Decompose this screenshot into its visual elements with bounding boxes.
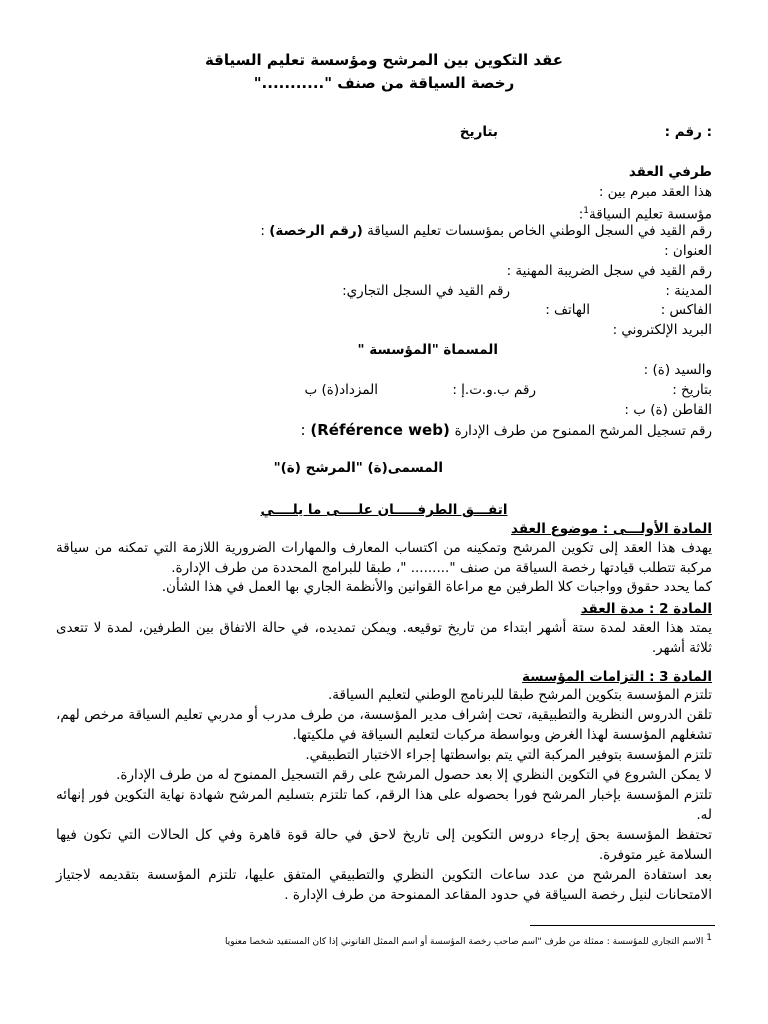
article-1-paragraph-2: كما يحدد حقوق وواجبات كلا الطرفين مع مراعاة القوانين والأنظمة الجاري بها العمل في هذا الشأن. <box>161 579 712 595</box>
fax-field: الفاكس : <box>660 302 712 318</box>
address-field: العنوان : <box>664 243 712 259</box>
resident-field: القاطن (ة) ب : <box>624 402 712 418</box>
article-2-title: المادة 2 : مدة العقد <box>580 601 712 617</box>
agreement-heading: اتفـــق الطرفـــــان علــــى ما يلــــي <box>260 502 508 518</box>
article-3-paragraph-6: تحتفظ المؤسسة بحق إرجاء دروس التكوين إلى تاريخ لاحق في حالة قوة قاهرة وفي كل الحالات التي تكون فيها السلامة غير متوفرة. <box>56 827 712 863</box>
institution-label: مؤسسة تعليم السياقة <box>589 206 712 223</box>
institution-called: المسماة "المؤسسة " <box>357 342 498 358</box>
article-3-paragraph-5: تلتزم المؤسسة بإخبار المرشح فورا بحصوله على هذا الرقم، كما تلتزم بتسليم المرشح شهادة نهاية التكوين فور إنهائه له. <box>56 787 712 823</box>
registration-label: رقم تسجيل المرشح الممنوح من طرف الإدارة <box>454 423 712 439</box>
registry-field: رقم القيد في السجل الوطني الخاص بمؤسسات تعليم السياقة (رقم الرخصة) : <box>260 223 712 239</box>
footnote-text: الاسم التجاري للمؤسسة : ممثلة من طرف "اسم صاحب رخصة المؤسسة أو اسم الممثل القانوني إذا كان المستفيد شخصا معنويا <box>225 937 704 947</box>
article-1-title: المادة الأولـــى : موضوع العقد <box>511 521 712 537</box>
candidate-called: المسمى(ة) "المرشح (ة)" <box>273 460 443 476</box>
contract-date-label: بتاريخ <box>459 124 498 140</box>
footnote-mark: 1 <box>706 933 712 943</box>
email-field: البريد الإلكتروني : <box>612 322 712 338</box>
on-date-field: بتاريخ : <box>672 382 712 398</box>
born-in-field: المزداد(ة) ب <box>304 382 378 398</box>
license-number-label: (رقم الرخصة) <box>269 223 363 239</box>
footnote <box>225 932 712 948</box>
institution-field: مؤسسة تعليم السياقة$^1$: <box>578 206 712 223</box>
parties-heading: طرفي العقد <box>628 164 712 180</box>
registration-field: رقم تسجيل المرشح الممنوح من طرف الإدارة (Référence web) : <box>300 421 712 439</box>
article-3-paragraph-3: تلتزم المؤسسة بتوفير المركبة التي يتم بواسطتها إجراء الاختبار التطبيقي. <box>305 747 712 763</box>
mr-field: والسيد (ة) : <box>643 362 712 378</box>
commercial-registry-field: رقم القيد في السجل التجاري: <box>342 283 510 299</box>
tax-registry-field: رقم القيد في سجل الضريبة المهنية : <box>506 263 712 279</box>
article-1-paragraph-1: يهدف هذا العقد إلى تكوين المرشح وتمكينه من اكتساب المعارف والمهارات الضرورية اللازمة التي تمكنه من سياقة مركبة تتطلب قيادتها رخصة السياقة من صنف "......... "، طبقا للبرامج المحددة من طرف الإدارة. <box>56 540 712 576</box>
license-category-title: رخصة السياقة من صنف "..........." <box>253 74 515 92</box>
contract-between: هذا العقد مبرم بين : <box>598 184 712 200</box>
contract-number-label: : رقم : <box>664 124 712 140</box>
footnote-separator <box>530 925 715 926</box>
id-number-field: رقم ب.و.ت.إ : <box>452 382 536 398</box>
article-3-paragraph-2: تلقن الدروس النظرية والتطبيقية، تحت إشراف مدير المؤسسة، من طرف مدرب أو مدربي تعليم السياقة مرخص لهم، تشغلهم المؤسسة لهذا الغرض وبواسطة مركبات لتعليم السياقة في ملكيتها. <box>56 707 712 743</box>
article-3-paragraph-7: بعد استفادة المرشح من عدد ساعات التكوين النظري والتطبيقي المتفق عليها، تلتزم المؤسسة بتقديمه لاجتياز الامتحانات لنيل رخصة السياقة في حدود المقاعد الممنوحة من طرف الإدارة . <box>56 867 712 903</box>
article-3-paragraph-4: لا يمكن الشروع في التكوين النظري إلا بعد حصول المرشح على رقم التسجيل الممنوح له من طرف الإدارة. <box>116 767 712 783</box>
contract-title: عقد التكوين بين المرشح ومؤسسة تعليم السياقة <box>204 51 564 69</box>
article-3-title: المادة 3 : التزامات المؤسسة <box>522 669 712 685</box>
article-2-paragraph-1: يمتد هذا العقد لمدة ستة أشهر ابتداء من تاريخ توقيعه. ويمكن تمديده، في حالة الاتفاق بين الطرفين، لمدة لا تتعدى ثلاثة أشهر. <box>56 620 712 656</box>
city-field: المدينة : <box>665 283 712 299</box>
registry-label: رقم القيد في السجل الوطني الخاص بمؤسسات تعليم السياقة <box>367 223 712 239</box>
article-3-paragraph-1: تلتزم المؤسسة بتكوين المرشح طبقا للبرنامج الوطني لتعليم السياقة. <box>327 687 712 703</box>
footnote-ref: 1 <box>583 206 590 216</box>
web-reference-label: (Référence web) <box>310 421 450 439</box>
phone-field: الهاتف : <box>545 302 590 318</box>
